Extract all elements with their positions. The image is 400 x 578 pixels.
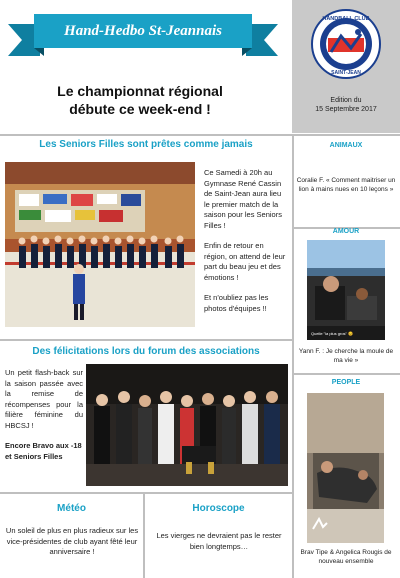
logo-bottom-text: SAINT-JEAN — [331, 70, 361, 76]
meteo-text: Un soleil de plus en plus radieux sur les vice-présidentes de club ayant fêté leur anniversaire ! — [5, 526, 139, 556]
seniors-paragraph-3: Et n'oubliez pas les photos d'équipes !! — [204, 293, 269, 313]
section-divider-1 — [0, 339, 292, 341]
sidebar-divider-2 — [292, 373, 400, 375]
header-banner — [8, 14, 278, 60]
amour-caption: Yann F. : Je cherche la moule de ma vie » — [298, 348, 394, 364]
header-divider — [0, 134, 400, 136]
animaux-title: ANIMAUX — [329, 142, 363, 149]
seniors-title: Les Seniors Filles sont prêtes comme jamais — [39, 139, 253, 150]
animaux-text: Coralie F. « Comment maitriser un lion à mains nues en 10 leçons » — [296, 177, 396, 193]
seniors-paragraph-2: Enfin de retour en région, on attend de leur part du beau jeu et des émotions ! — [204, 241, 286, 282]
ribbon-fold-left — [34, 48, 44, 56]
seniors-paragraph-1: Ce Samedi à 20h au Gymnase René Cassin de Saint-Jean aura lieu le premier match de la saison pour les Seniors Filles ! — [204, 168, 282, 230]
headline-line-1: Le championnat régional — [57, 83, 223, 99]
amour-photo-caption: Quelle "la plus gros" 😊 — [311, 331, 354, 336]
horoscope-title: Horoscope — [192, 503, 245, 514]
logo-top-text: HANDBALL CLUB — [322, 16, 370, 22]
forum-paragraph-2: Encore Bravo aux -18 et Seniors Filles — [5, 441, 82, 461]
banner-title: Hand-Hedbo St-Jeannais — [34, 14, 252, 48]
forum-paragraph-1: Un petit flash-back sur la saison passée avec la remise de récompenses pour la filière féminine du HBCSJ ! — [5, 368, 83, 430]
edition-label: Edition du — [330, 97, 362, 104]
forum-text — [5, 368, 83, 462]
edition-value: 15 Septembre 2017 — [315, 106, 377, 113]
ribbon-fold-right — [242, 48, 252, 56]
edition-date — [292, 96, 400, 114]
forum-title: Des félicitations lors du forum des associations — [32, 346, 260, 357]
main-headline — [40, 82, 240, 118]
amour-photo — [307, 240, 385, 340]
seniors-text — [204, 168, 288, 314]
people-title: PEOPLE — [331, 379, 361, 386]
seniors-team-photo — [5, 162, 195, 327]
headline-line-2: débute ce week-end ! — [69, 101, 211, 117]
people-photo — [307, 393, 384, 543]
club-logo — [311, 8, 381, 80]
meteo-title: Météo — [57, 503, 86, 514]
section-divider-2 — [0, 492, 292, 494]
amour-title: AMOUR — [332, 228, 360, 235]
sidebar-divider — [292, 134, 294, 578]
horoscope-text: Les vierges ne devraient pas le rester bien longtemps… — [156, 531, 282, 551]
people-caption: Brav Tipe & Angelica Rougis de nouveau ensemble — [300, 549, 392, 565]
forum-group-photo — [86, 364, 288, 486]
